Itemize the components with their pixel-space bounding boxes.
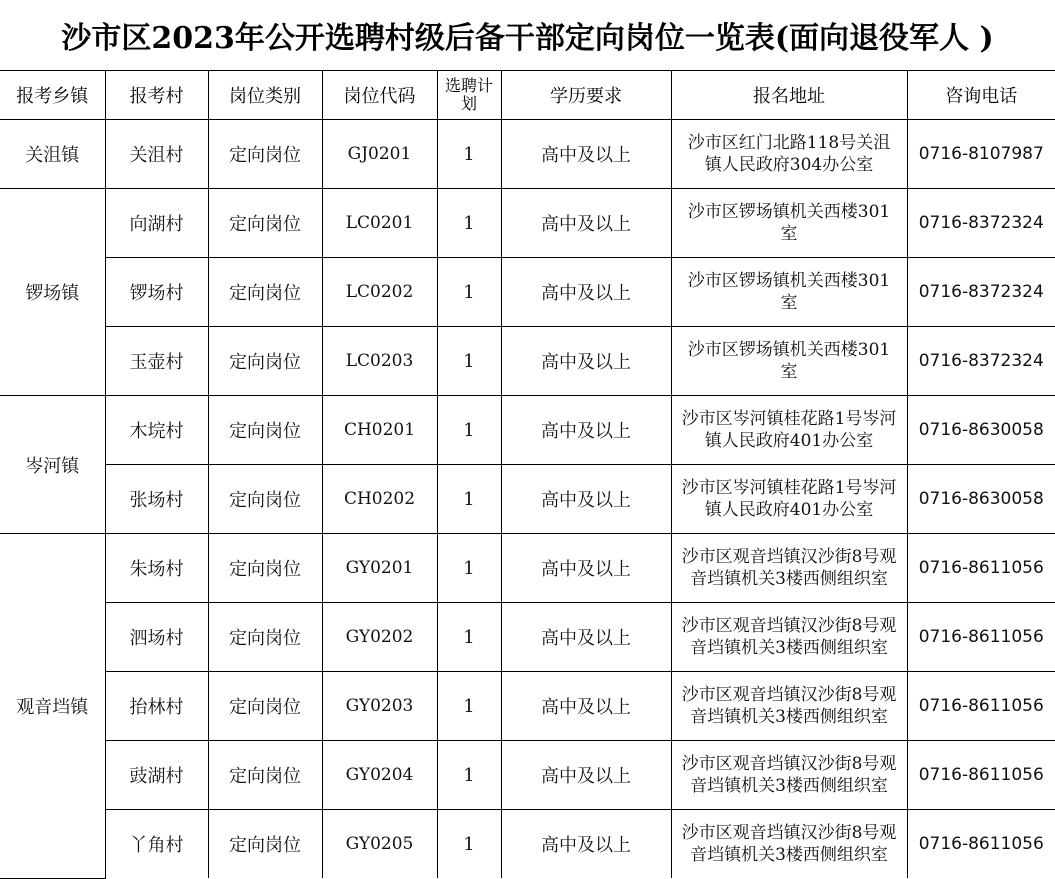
table-row (0, 465, 1055, 534)
code-cell: LC0203 (322, 327, 437, 396)
table-row (0, 534, 1055, 603)
table-row (0, 258, 1055, 327)
positions-table (0, 70, 1055, 879)
village-cell: 向湖村 (105, 189, 208, 258)
plan-cell: 1 (437, 810, 501, 879)
education-cell: 高中及以上 (501, 741, 671, 810)
phone-cell: 0716-8611056 (907, 672, 1055, 741)
header-address: 报名地址 (671, 71, 907, 120)
code-cell: CH0202 (322, 465, 437, 534)
phone-cell: 0716-8372324 (907, 189, 1055, 258)
header-code: 岗位代码 (322, 71, 437, 120)
plan-cell: 1 (437, 327, 501, 396)
village-cell: 关沮村 (105, 120, 208, 189)
address-cell: 沙市区红门北路118号关沮镇人民政府304办公室 (671, 120, 907, 189)
code-cell: GY0201 (322, 534, 437, 603)
village-cell: 豉湖村 (105, 741, 208, 810)
plan-cell: 1 (437, 672, 501, 741)
plan-cell: 1 (437, 396, 501, 465)
education-cell: 高中及以上 (501, 465, 671, 534)
plan-cell: 1 (437, 534, 501, 603)
address-cell: 沙市区锣场镇机关西楼301室 (671, 189, 907, 258)
category-cell: 定向岗位 (208, 741, 322, 810)
header-row (0, 71, 1055, 120)
education-cell: 高中及以上 (501, 189, 671, 258)
education-cell: 高中及以上 (501, 810, 671, 879)
table-row (0, 189, 1055, 258)
category-cell: 定向岗位 (208, 327, 322, 396)
education-cell: 高中及以上 (501, 672, 671, 741)
category-cell: 定向岗位 (208, 672, 322, 741)
phone-cell: 0716-8630058 (907, 396, 1055, 465)
plan-cell: 1 (437, 189, 501, 258)
code-cell: GY0204 (322, 741, 437, 810)
header-phone: 咨询电话 (907, 71, 1055, 120)
town-cell-guanyindang: 观音垱镇 (0, 534, 105, 879)
address-cell: 沙市区岑河镇桂花路1号岑河镇人民政府401办公室 (671, 465, 907, 534)
phone-cell: 0716-8611056 (907, 534, 1055, 603)
education-cell: 高中及以上 (501, 120, 671, 189)
address-cell: 沙市区观音垱镇汉沙街8号观音垱镇机关3楼西侧组织室 (671, 810, 907, 879)
education-cell: 高中及以上 (501, 396, 671, 465)
table-row (0, 672, 1055, 741)
education-cell: 高中及以上 (501, 327, 671, 396)
category-cell: 定向岗位 (208, 810, 322, 879)
phone-cell: 0716-8630058 (907, 465, 1055, 534)
code-cell: LC0201 (322, 189, 437, 258)
plan-cell: 1 (437, 603, 501, 672)
code-cell: GY0203 (322, 672, 437, 741)
table-row (0, 810, 1055, 879)
category-cell: 定向岗位 (208, 603, 322, 672)
address-cell: 沙市区观音垱镇汉沙街8号观音垱镇机关3楼西侧组织室 (671, 741, 907, 810)
table-row (0, 603, 1055, 672)
phone-cell: 0716-8372324 (907, 327, 1055, 396)
header-plan: 选聘计划 (437, 71, 501, 120)
village-cell: 朱场村 (105, 534, 208, 603)
village-cell: 抬林村 (105, 672, 208, 741)
header-education: 学历要求 (501, 71, 671, 120)
education-cell: 高中及以上 (501, 603, 671, 672)
town-cell-cenhe: 岑河镇 (0, 396, 105, 534)
plan-cell: 1 (437, 120, 501, 189)
address-cell: 沙市区观音垱镇汉沙街8号观音垱镇机关3楼西侧组织室 (671, 672, 907, 741)
town-cell-luochang: 锣场镇 (0, 189, 105, 396)
table-row (0, 741, 1055, 810)
header-village: 报考村 (105, 71, 208, 120)
village-cell: 锣场村 (105, 258, 208, 327)
village-cell: 泗场村 (105, 603, 208, 672)
category-cell: 定向岗位 (208, 120, 322, 189)
address-cell: 沙市区锣场镇机关西楼301室 (671, 258, 907, 327)
village-cell: 玉壶村 (105, 327, 208, 396)
town-cell-guanju: 关沮镇 (0, 120, 105, 189)
address-cell: 沙市区岑河镇桂花路1号岑河镇人民政府401办公室 (671, 396, 907, 465)
village-cell: 张场村 (105, 465, 208, 534)
phone-cell: 0716-8611056 (907, 741, 1055, 810)
education-cell: 高中及以上 (501, 534, 671, 603)
address-cell: 沙市区观音垱镇汉沙街8号观音垱镇机关3楼西侧组织室 (671, 603, 907, 672)
plan-cell: 1 (437, 258, 501, 327)
phone-cell: 0716-8107987 (907, 120, 1055, 189)
village-cell: 丫角村 (105, 810, 208, 879)
village-cell: 木垸村 (105, 396, 208, 465)
phone-cell: 0716-8611056 (907, 603, 1055, 672)
plan-cell: 1 (437, 465, 501, 534)
code-cell: LC0202 (322, 258, 437, 327)
code-cell: GJ0201 (322, 120, 437, 189)
category-cell: 定向岗位 (208, 465, 322, 534)
category-cell: 定向岗位 (208, 534, 322, 603)
code-cell: GY0202 (322, 603, 437, 672)
phone-cell: 0716-8372324 (907, 258, 1055, 327)
code-cell: CH0201 (322, 396, 437, 465)
plan-cell: 1 (437, 741, 501, 810)
table-row (0, 327, 1055, 396)
page-title: 沙市区2023年公开选聘村级后备干部定向岗位一览表(面向退役军人 ) (61, 21, 994, 56)
table-row (0, 396, 1055, 465)
code-cell: GY0205 (322, 810, 437, 879)
header-category: 岗位类别 (208, 71, 322, 120)
education-cell: 高中及以上 (501, 258, 671, 327)
category-cell: 定向岗位 (208, 258, 322, 327)
phone-cell: 0716-8611056 (907, 810, 1055, 879)
header-town: 报考乡镇 (0, 71, 105, 120)
table-row (0, 120, 1055, 189)
category-cell: 定向岗位 (208, 396, 322, 465)
address-cell: 沙市区锣场镇机关西楼301室 (671, 327, 907, 396)
category-cell: 定向岗位 (208, 189, 322, 258)
address-cell: 沙市区观音垱镇汉沙街8号观音垱镇机关3楼西侧组织室 (671, 534, 907, 603)
